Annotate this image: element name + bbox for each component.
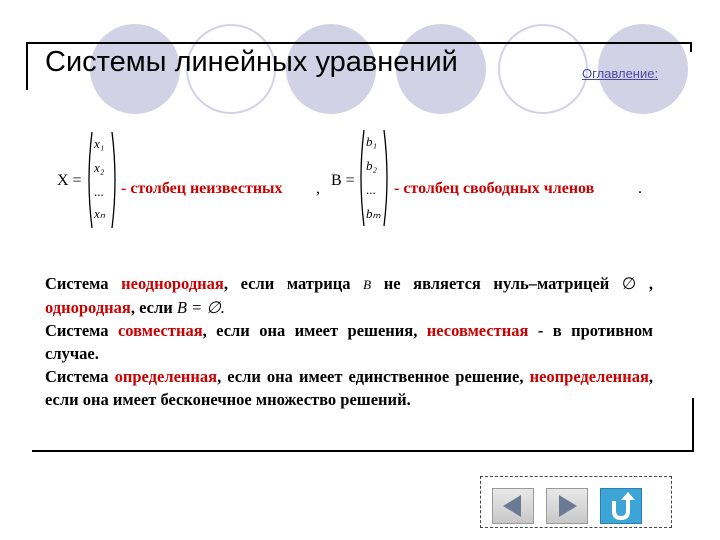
frame-right-tick [690,42,692,52]
matrix-b-symbol: B [363,277,372,292]
slide-title: Системы линейных уравнений [45,46,458,78]
u-turn-icon [601,489,641,523]
frame-bottom-right-line [692,398,694,452]
definitions-text [45,272,653,411]
x-entry-3: ... [94,184,104,199]
x-label: X = [57,172,82,189]
frame-top-line [26,42,692,44]
back-button[interactable] [492,488,534,524]
x-entry-1: x₁ [94,136,105,151]
b-entry-4: bₘ [366,206,381,221]
term-inhomogeneous: неоднородная [121,274,224,293]
term-homogeneous: однородная [45,298,131,317]
term-consistent: совместная [117,321,203,340]
forward-button[interactable] [546,488,588,524]
term-undetermined: неопределенная [529,367,649,386]
b-label: B = [331,172,355,189]
term-inconsistent: несовместная [426,321,529,340]
paragraph-determinacy: Система определенная, если она имеет единственное решение, неопределенная, если она имеет бесконечное множество решений. [45,367,653,409]
b-entry-3: ... [366,182,376,197]
x-entry-4: xₙ [94,206,105,221]
frame-bottom-line [32,450,694,452]
frame-left-line [26,42,28,90]
term-determined: определенная [114,367,218,386]
equation-b-empty: B = ∅. [176,298,225,317]
formula-period: . [638,180,642,197]
x-entry-2: x₂ [94,160,105,175]
decor-circle-5 [498,24,588,114]
triangle-right-icon [547,489,587,523]
formula-comma: , [316,180,320,197]
b-entry-2: b₂ [366,158,378,173]
empty-set-symbol: ∅ [621,274,637,293]
return-button[interactable] [600,488,642,524]
x-description: - столбец неизвестных [121,180,283,197]
paragraph-consistency: Система совместная, если она имеет решения, несовместная - в противном случае. [45,321,654,363]
b-description: - столбец свободных членов [394,180,595,197]
paragraph-homogeneity: Система неоднородная, если матрица B не является нуль–матрицей ∅ , однородная, если B = ∅. [45,274,654,317]
toc-link[interactable]: Оглавление: [582,66,659,81]
triangle-left-icon [493,489,533,523]
b-entry-1: b₁ [366,134,378,149]
